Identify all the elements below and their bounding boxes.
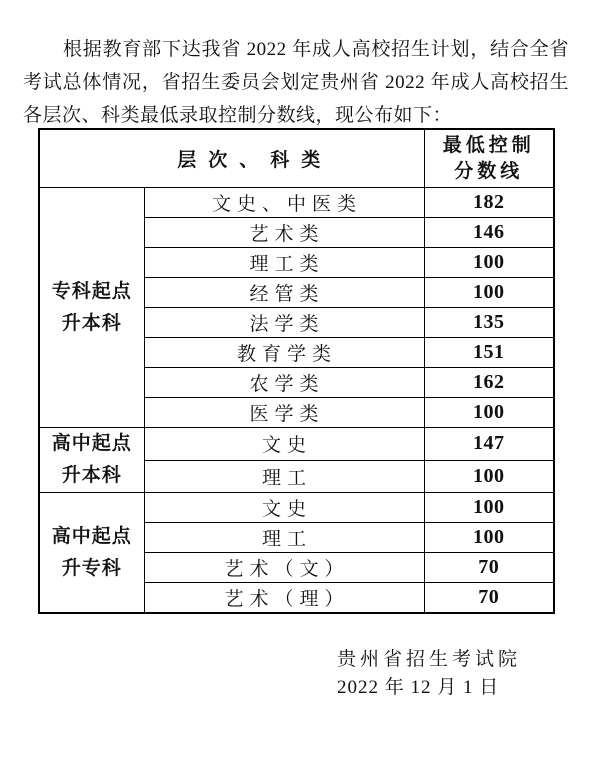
score-cell: 135 [424, 308, 554, 338]
table-row [39, 188, 554, 218]
category-cell: 艺术类 [144, 218, 424, 248]
score-cell: 162 [424, 368, 554, 398]
category-cell: 文史、中医类 [144, 188, 424, 218]
category-cell: 文史 [144, 493, 424, 523]
score-cell: 100 [424, 493, 554, 523]
header-min-control-line [424, 129, 554, 188]
document-footer [337, 646, 521, 702]
score-cell: 182 [424, 188, 554, 218]
score-table [38, 128, 555, 614]
category-cell: 理工类 [144, 248, 424, 278]
group-cell-gaozhong-shengzhuanke [39, 493, 144, 614]
group-label-line1: 高中起点 [51, 433, 132, 454]
table-row [39, 493, 554, 523]
category-cell: 文史 [144, 428, 424, 461]
score-cell: 151 [424, 338, 554, 368]
score-cell: 100 [424, 460, 554, 493]
category-cell: 经管类 [144, 278, 424, 308]
score-cell: 147 [424, 428, 554, 461]
header-level-category: 层次、科类 [39, 129, 424, 188]
issuer-name: 贵州省招生考试院 [337, 649, 522, 670]
category-cell: 法学类 [144, 308, 424, 338]
score-cell: 100 [424, 278, 554, 308]
category-cell: 理工 [144, 523, 424, 553]
category-cell: 农学类 [144, 368, 424, 398]
category-cell: 艺术（理） [144, 583, 424, 614]
group-label-line2: 升本科 [61, 312, 122, 334]
publish-date: 2022 年 12 月 1 日 [337, 677, 500, 698]
table-row [39, 428, 554, 461]
category-cell: 教育学类 [144, 338, 424, 368]
header-min-control-line2: 分数线 [454, 160, 524, 182]
group-label-line1: 专科起点 [51, 280, 132, 302]
score-cell: 70 [424, 553, 554, 583]
score-cell: 100 [424, 398, 554, 428]
group-label-line2: 升专科 [61, 557, 122, 579]
score-cell: 100 [424, 248, 554, 278]
group-cell-zhuanke-shengbenke [39, 188, 144, 428]
table-header-row [39, 129, 554, 188]
group-label-line1: 高中起点 [51, 525, 132, 547]
header-min-control-line1: 最低控制 [442, 134, 535, 156]
group-cell-gaozhong-shengbenke [39, 428, 144, 493]
category-cell: 理工 [144, 460, 424, 493]
intro-paragraph: 根据教育部下达我省 2022 年成人高校招生计划，结合全省考试总体情况，省招生委员会划定贵州省 2022 年成人高校招生各层次、科类最低录取控制分数线，现公布如下： [23, 39, 569, 126]
group-label-line2: 升本科 [61, 465, 122, 486]
score-cell: 70 [424, 583, 554, 614]
category-cell: 艺术（文） [144, 553, 424, 583]
score-cell: 146 [424, 218, 554, 248]
category-cell: 医学类 [144, 398, 424, 428]
score-cell: 100 [424, 523, 554, 553]
